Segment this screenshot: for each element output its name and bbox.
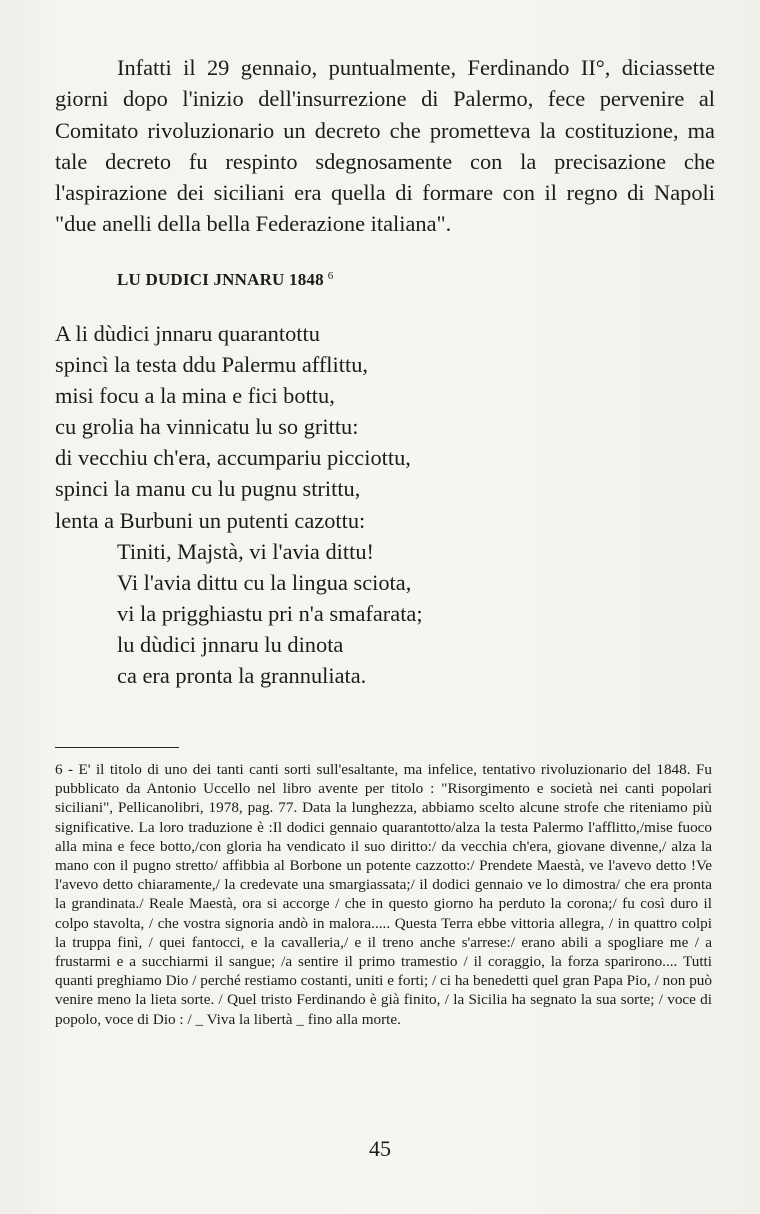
poem-line: vi la prigghiastu pri n'a smafarata; — [117, 600, 423, 626]
footnote-divider — [55, 747, 179, 748]
poem-line: ca era pronta la grannuliata. — [117, 663, 367, 689]
poem-line: spincì la testa ddu Palermu afflittu, — [55, 352, 368, 378]
poem-line: Vi l'avia dittu cu la lingua sciota, — [117, 569, 412, 595]
poem-line: misi focu a la mina e fici bottu, — [55, 383, 335, 409]
intro-paragraph: Infatti il 29 gennaio, puntualmente, Ferdinando II°, diciassette giorni dopo l'inizio dell'insurrezione di Palermo, fece pervenire al Comitato rivoluzionario un decreto che prometteva la costituzione, ma tale decreto fu respinto sdegnosamente con la precisazione che l'aspirazione dei siciliani era quella di formare con il regno di Napoli "due anelli della bella Federazione italiana". — [55, 55, 715, 237]
poem-line: A li dùdici jnnaru quarantottu — [55, 321, 320, 346]
poem-line: spinci la manu cu lu pugnu strittu, — [55, 476, 361, 502]
poem-body — [55, 318, 675, 691]
footnote-reference: 6 — [327, 270, 334, 282]
poem-title: LU DUDICI JNNARU 1848 — [117, 270, 324, 289]
footnote-text: 6 - E' il titolo di uno dei tanti canti sorti sull'esaltante, ma infelice, tentativo rivoluzionario del 1848. Fu pubblicato da Antonio Uccello nel libro avente per titolo : "Risorgimento e società nei canti popolari siciliani", Pellicanolibri, 1978, pag. 77. Data la lunghezza, abbiamo scelto alcune strofe che riteniamo più significative. La loro traduzione è :Il dodici gennaio quarantotto/alza la testa Palermo l'afflitto,/mise fuoco alla mina e fece botto,/con gloria ha vendicato il suo diritto:/ da vecchia ch'era, giovane divenne,/ alza la mano con il pugno stretto/ affibbia al Borbone un potente cazzotto:/ Prendete Maestà, ve l'avevo detto !Ve l'avevo detto chiaramente,/ la credevate una smargiassata;/ il dodici gennaio ve lo dimostra/ che era pronta la grandinata./ Reale Maestà, ora si accorge / che in questo giorno ha perduto la corona;/ fu così duro il colpo stavolta, / che vostra signoria andò in malora..... Questa Terra ebbe vittoria allegra, / in quattro colpi la truppa finì, / quei fantocci, e la cavalleria,/ e il treno anche s'arrese:/ erano abili a spogliare me / a frustarmi e a succhiarmi il sangue; /a sentire il primo tramestio / il coraggio, la forza sparirono.... Tutti quanti preghiamo Dio / perché restiamo costanti, uniti e forti; / ci ha benedetti quel gran Papa Pio, / non può venire meno la lieta sorte. / Quel tristo Ferdinando è già finito, / la Sicilia ha segnato la sua sorte; / voce di popolo, voce di Dio : / _ Viva la libertà _ fino alla morte. — [55, 761, 712, 1028]
poem-line: lenta a Burbuni un putenti cazottu: — [55, 507, 366, 533]
poem-line: Tiniti, Majstà, vi l'avia dittu! — [117, 538, 374, 564]
poem-line: lu dùdici jnnaru lu dinota — [117, 631, 344, 657]
poem-heading — [117, 270, 334, 290]
intro-text — [55, 52, 715, 240]
poem-line: di vecchiu ch'era, accumpariu picciottu, — [55, 445, 411, 471]
poem-line: cu grolia ha vinnicatu lu so grittu: — [55, 414, 359, 440]
page-number: 45 — [369, 1136, 391, 1161]
